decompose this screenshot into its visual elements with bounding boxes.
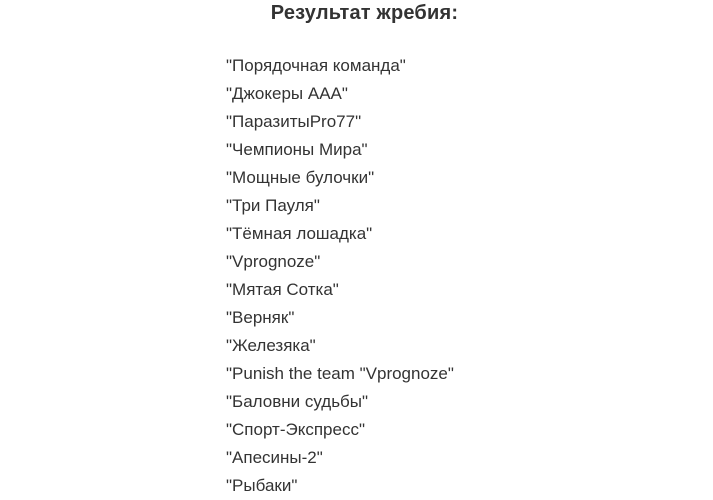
list-item: "Спорт-Экспресс" [226, 420, 365, 439]
list-item: "Верняк" [226, 308, 295, 327]
list-item: "Punish the team "Vprognoze" [226, 364, 454, 383]
list-item: "ПаразитыPro77" [226, 112, 362, 131]
list-item: "Чемпионы Мира" [226, 140, 368, 159]
list-item: "Мощные булочки" [226, 168, 375, 187]
list-item: "Баловни судьбы" [226, 392, 369, 411]
list-item: "Железяка" [226, 336, 316, 355]
list-item: "Рыбаки" [226, 476, 298, 495]
list-item: "Три Пауля" [226, 196, 320, 215]
list-item: "Тёмная лошадка" [226, 224, 373, 243]
list-item: "Мятая Сотка" [226, 280, 339, 299]
list-item: "Vprognoze" [226, 252, 321, 271]
list-item: "Апесины-2" [226, 448, 323, 467]
page-title: Результат жребия: [270, 2, 459, 24]
team-list [226, 52, 696, 500]
list-item: "Порядочная команда" [226, 56, 406, 75]
list-item: "Джокеры ААА" [226, 84, 348, 103]
